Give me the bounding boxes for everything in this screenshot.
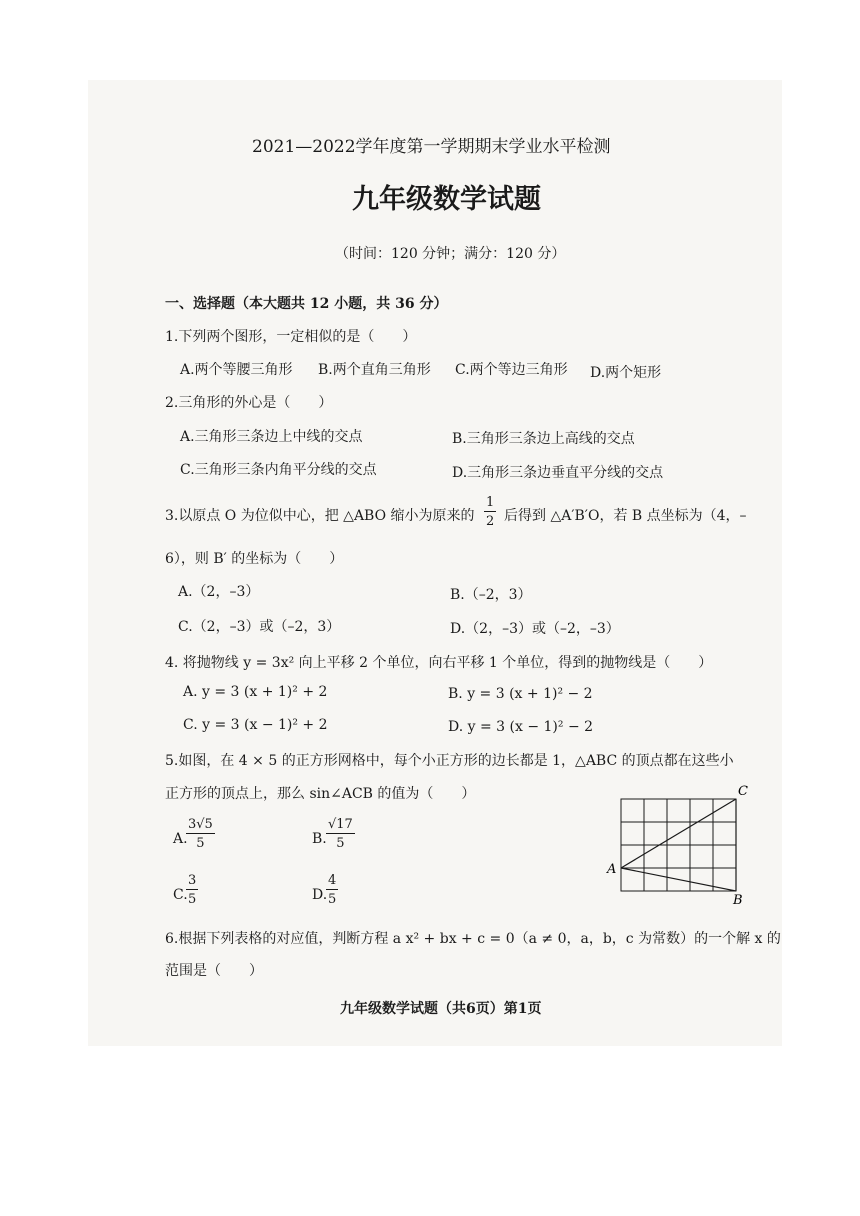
q5-option-a-prefix: A. bbox=[173, 831, 188, 847]
q4-option-d: D. y = 3 (x − 1)² − 2 bbox=[448, 719, 594, 735]
q1-option-a: A.两个等腰三角形 bbox=[180, 362, 293, 378]
q5-option-c-fraction bbox=[186, 873, 198, 907]
q1-option-b: B.两个直角三角形 bbox=[318, 362, 431, 378]
q3-option-b: B.（–2，3） bbox=[450, 587, 532, 603]
q5-grid-lines bbox=[621, 799, 736, 891]
q5-stem-line2: 正方形的顶点上，那么 sin∠ACB 的值为（ ） bbox=[165, 786, 476, 802]
q5-option-d-numerator: 4 bbox=[328, 873, 337, 888]
q1-option-c: C.两个等边三角形 bbox=[455, 362, 568, 378]
q5-stem-line1: 5.如图，在 4 × 5 的正方形网格中，每个小正方形的边长都是 1，△ABC 的顶点都在这些小 bbox=[165, 753, 734, 769]
q3-stem-line2: 6），则 B′ 的坐标为（ ） bbox=[165, 551, 344, 567]
q5-option-d-prefix: D. bbox=[312, 887, 328, 903]
q5-option-b-prefix: B. bbox=[312, 831, 327, 847]
q3-option-a: A.（2，–3） bbox=[178, 584, 260, 600]
q2-option-b: B.三角形三条边上高线的交点 bbox=[452, 431, 635, 447]
q5-grid-figure bbox=[605, 783, 765, 908]
q5-option-c-denominator: 5 bbox=[188, 892, 197, 907]
q5-vertex-label-a: A bbox=[607, 862, 617, 877]
q3-fraction bbox=[484, 495, 496, 529]
page-footer: 九年级数学试题（共6页）第1页 bbox=[340, 1001, 542, 1017]
section-heading: 一、选择题（本大题共 12 小题，共 36 分） bbox=[165, 296, 448, 312]
q2-option-d: D.三角形三条边垂直平分线的交点 bbox=[452, 465, 664, 481]
exam-subtitle: 2021—2022学年度第一学期期末学业水平检测 bbox=[252, 137, 611, 157]
exam-time-info: （时间：120 分钟；满分：120 分） bbox=[335, 246, 566, 262]
exam-title: 九年级数学试题 bbox=[352, 184, 541, 215]
q5-vertex-label-c: C bbox=[738, 784, 748, 799]
q4-option-a: A. y = 3 (x + 1)² + 2 bbox=[183, 684, 328, 700]
q5-option-c-numerator: 3 bbox=[188, 873, 197, 888]
q3-fraction-numerator: 1 bbox=[486, 495, 495, 510]
q3-option-c: C.（2，–3）或（–2，3） bbox=[178, 619, 341, 635]
q5-option-c-prefix: C. bbox=[173, 887, 188, 903]
q2-stem: 2.三角形的外心是（ ） bbox=[165, 395, 333, 411]
q3-option-d: D.（2，–3）或（–2，–3） bbox=[450, 621, 620, 637]
q3-stem-part1: 3.以原点 O 为位似中心，把 △ABO 缩小为原来的 bbox=[165, 508, 475, 524]
q4-option-b: B. y = 3 (x + 1)² − 2 bbox=[448, 686, 593, 702]
q3-stem-part2: 后得到 △A′B′O，若 B 点坐标为（4，– bbox=[504, 508, 747, 524]
q6-stem-line1: 6.根据下列表格的对应值，判断方程 a x² + bx + c = 0（a ≠ 0，a，b，c 为常数）的一个解 x 的 bbox=[165, 931, 781, 947]
q5-option-b-denominator: 5 bbox=[336, 836, 345, 851]
q5-option-b-numerator: √17 bbox=[328, 817, 353, 832]
q4-stem: 4. 将抛物线 y = 3x² 向上平移 2 个单位，向右平移 1 个单位，得到的抛物线是（ ） bbox=[165, 655, 713, 671]
q5-option-a-denominator: 5 bbox=[196, 836, 205, 851]
q3-fraction-denominator: 2 bbox=[486, 514, 495, 529]
q5-option-a-fraction bbox=[186, 817, 215, 851]
q4-option-c: C. y = 3 (x − 1)² + 2 bbox=[183, 717, 328, 733]
q1-option-d: D.两个矩形 bbox=[590, 365, 662, 381]
q2-option-c: C.三角形三条内角平分线的交点 bbox=[180, 462, 377, 478]
q5-option-b-fraction bbox=[326, 817, 355, 851]
q5-option-d-fraction bbox=[326, 873, 338, 907]
q5-option-a-numerator: 3√5 bbox=[188, 817, 213, 832]
q6-stem-line2: 范围是（ ） bbox=[165, 963, 263, 979]
q5-vertex-label-b: B bbox=[733, 893, 743, 908]
q2-option-a: A.三角形三条边上中线的交点 bbox=[180, 429, 363, 445]
q1-stem: 1.下列两个图形，一定相似的是（ ） bbox=[165, 329, 417, 345]
q5-option-d-denominator: 5 bbox=[328, 892, 337, 907]
